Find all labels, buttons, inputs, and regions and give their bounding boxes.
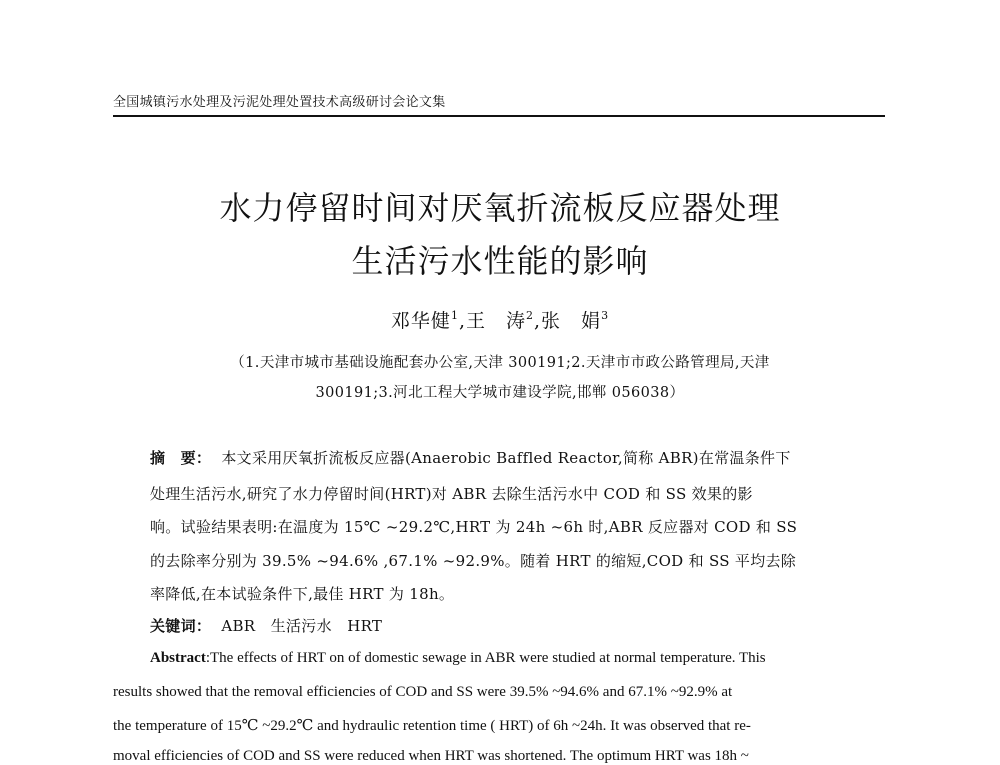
abstract-en-line-2: results showed that the removal efficiencies of COD and SS were 39.5% ~94.6% and 67.1% ~92.9% at (113, 684, 733, 700)
abstract-en-text: :The effects of HRT on of domestic sewage in ABR were studied at normal temperature. This (205, 650, 766, 666)
author-1-affil-mark: 1 (450, 309, 459, 322)
abstract-cn-line-4: 的去除率分别为 39.5% ~94.6% ,67.1% ~92.9%。随着 HRT 的缩短,COD 和 SS 平均去除 (150, 552, 797, 570)
title-line-2: 生活污水性能的影响 (351, 242, 649, 280)
abstract-cn-line-5: 率降低,在本试验条件下,最佳 HRT 为 18h。 (150, 585, 455, 603)
affiliation-line-1: （1.天津市城市基础设施配套办公室,天津 300191;2.天津市市政公路管理局,天津 (230, 355, 770, 371)
author-1: 邓华健 (390, 310, 451, 332)
abstract-cn-line-2: 处理生活污水,研究了水力停留时间(HRT)对 ABR 去除生活污水中 COD 和 SS 效果的影 (150, 485, 753, 503)
abstract-cn-line-1 (150, 447, 791, 468)
affiliation-line-2: 300191;3.河北工程大学城市建设学院,邯郸 056038） (315, 385, 685, 401)
keywords-label: 关键词： (150, 617, 212, 635)
abstract-cn-label: 摘 要： (150, 449, 212, 467)
author-list: 邓华健$^1$,王 涛$^2$,张 娟$^3$ (390, 309, 610, 332)
header-rule (113, 115, 885, 117)
running-header: 全国城镇污水处理及污泥处理处置技术高级研讨会论文集 (113, 95, 446, 110)
author-3-affil-mark: 3 (601, 309, 610, 322)
abstract-en-label: Abstract (150, 650, 206, 666)
abstract-en-line-1 (150, 650, 766, 667)
author-2: 王 涛 (465, 310, 526, 332)
abstract-cn-text: 本文采用厌氧折流板反应器(Anaerobic Baffled Reactor,简称 ABR)在常温条件下 (221, 449, 791, 467)
author-2-affil-mark: 2 (526, 309, 534, 322)
author-3: 张 娟 (541, 310, 602, 332)
abstract-en-line-4: moval efficiencies of COD and SS were reduced when HRT was shortened. The optimum HRT was 18h ~ (113, 748, 749, 764)
abstract-cn-line-3: 响。试验结果表明:在温度为 15℃ ~29.2℃,HRT 为 24h ~6h 时,ABR 反应器对 COD 和 SS (150, 518, 798, 536)
abstract-en-line-3: the temperature of 15℃ ~29.2℃ and hydraulic retention time ( HRT) of 6h ~24h. It was observed that re- (113, 718, 751, 734)
keywords-text: ABR 生活污水 HRT (221, 617, 383, 635)
keywords-line (150, 615, 382, 636)
title-line-1: 水力停留时间对厌氧折流板反应器处理 (219, 189, 781, 227)
